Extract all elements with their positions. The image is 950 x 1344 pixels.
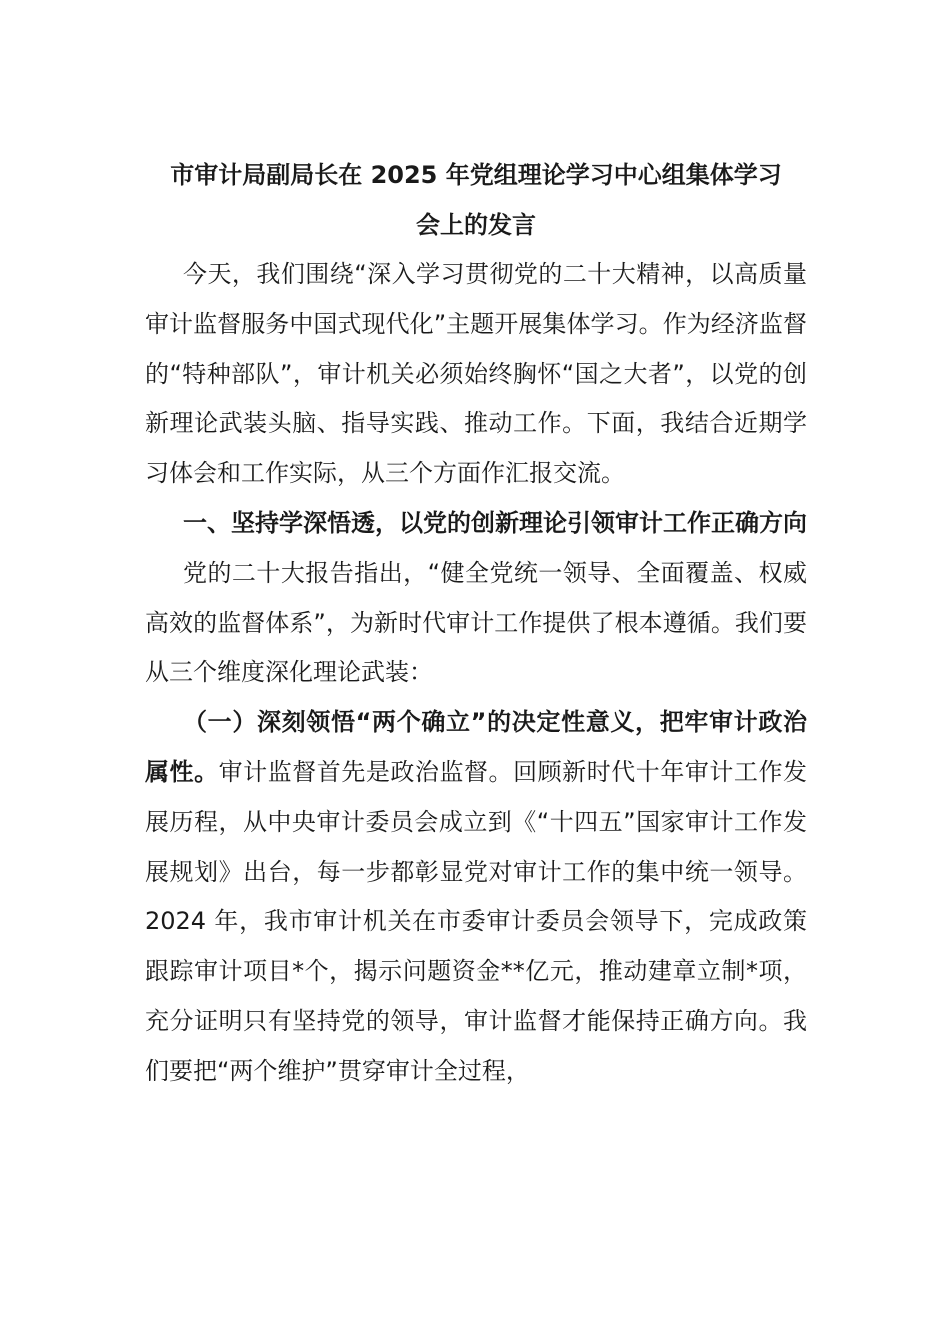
intro-paragraph: 今天，我们围绕“深入学习贯彻党的二十大精神，以高质量审计监督服务中国式现代化”主题开展集体学习。作为经济监督的“特种部队”，审计机关必须始终胸怀“国之大者”，以党的创新理论武装头脑、指导实践、推动工作。下面，我结合近期学习体会和工作实际，从三个方面作汇报交流。: [145, 260, 807, 488]
document-title: [145, 150, 807, 250]
document-body: [145, 150, 807, 1097]
subsection-1-body: 审计监督首先是政治监督。回顾新时代十年审计工作发展历程，从中央审计委员会成立到《“十四五”国家审计工作发展规划》出台，每一步都彰显党对审计工作的集中统一领导。2024 年，我市审计机关在市委审计委员会领导下，完成政策跟踪审计项目*个，揭示问题资金**亿元，推动建章立制*项，充分证明只有坚持党的领导，审计监督才能保持正确方向。我们要把“两个维护”贯穿审计全过程，: [145, 757, 808, 1085]
title-line-2: 会上的发言: [416, 211, 536, 239]
subsection-1-heading: （一）深刻领悟“两个确立”的决定性意义，把牢审计政治属性。: [145, 708, 807, 786]
title-line-1: 市审计局副局长在 2025 年党组理论学习中心组集体学习: [170, 161, 782, 189]
section-1-paragraph: 党的二十大报告指出，“健全党统一领导、全面覆盖、权威高效的监督体系”，为新时代审计工作提供了根本遵循。我们要从三个维度深化理论武装：: [145, 558, 807, 687]
subsection-1-paragraph: [145, 698, 807, 1096]
section-1-heading: 一、坚持学深悟透，以党的创新理论引领审计工作正确方向: [183, 508, 807, 537]
